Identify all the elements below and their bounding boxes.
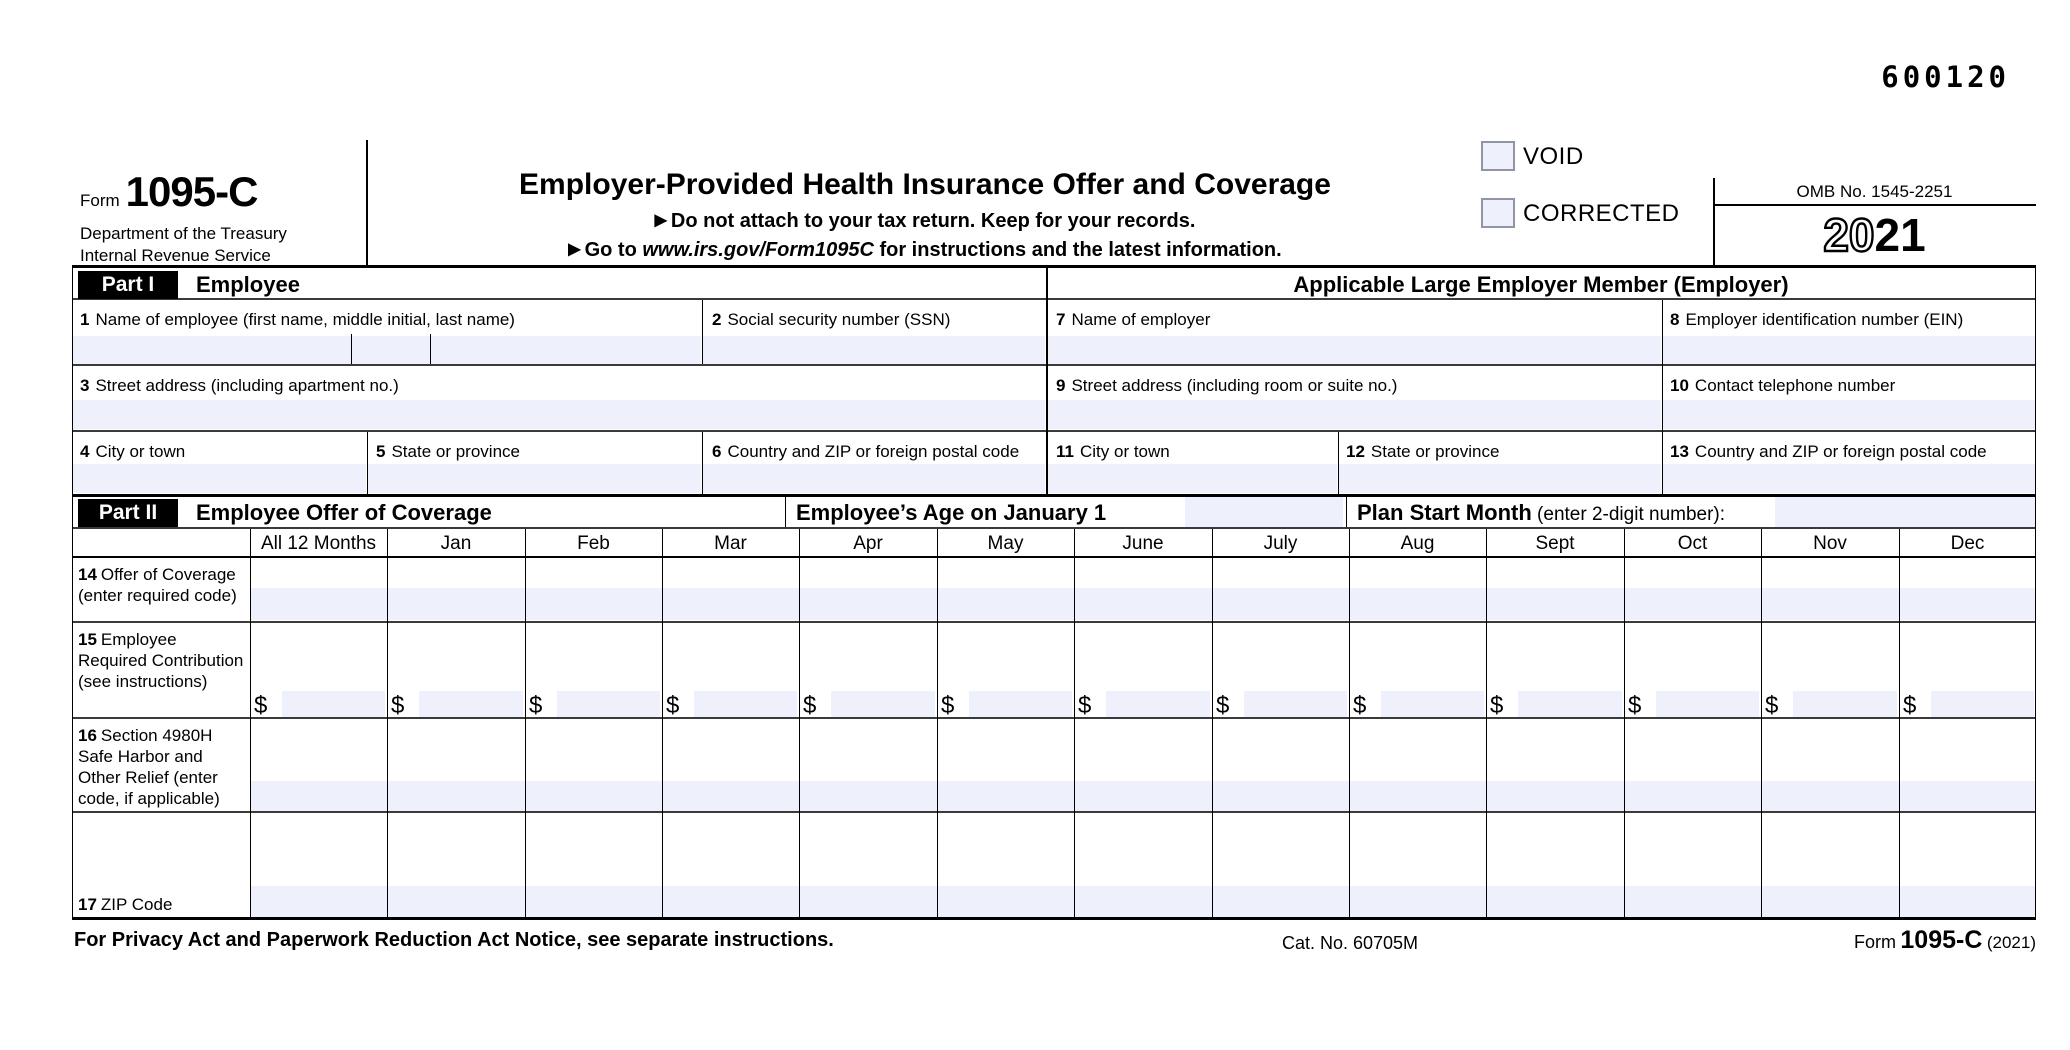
col-header-feb: Feb [577, 533, 610, 554]
plan-start-month-rest: (enter 2-digit number): [1531, 504, 1726, 525]
field-9-number: 9 [1056, 376, 1066, 395]
field-3-number: 3 [80, 376, 90, 395]
row-15-input-aug[interactable] [1381, 691, 1484, 717]
form-number-block [80, 168, 257, 216]
row-15-input-sept[interactable] [1518, 691, 1622, 717]
form-title: Employer-Provided Health Insurance Offer and Coverage [519, 168, 1331, 201]
row-divider [72, 621, 2036, 623]
row-15-label: Employee Required Contribution (see instructions) [78, 630, 244, 691]
tax-year [1713, 210, 2036, 260]
dollar-sign: $ [666, 692, 680, 719]
row-14-label: Offer of Coverage (enter required code) [78, 565, 237, 605]
print-control-code: 600120 [1881, 60, 2010, 94]
row-15-input-all-12-months[interactable] [282, 691, 385, 717]
row-15-input-mar[interactable] [694, 691, 797, 717]
agency-line-2: Internal Revenue Service [80, 246, 271, 265]
grid-line [937, 529, 938, 917]
part2-top-line [72, 494, 2036, 497]
agency-line-1: Department of the Treasury [80, 224, 287, 243]
field-5-input[interactable] [368, 464, 701, 493]
form-number: 1095-C [125, 168, 258, 215]
grid-line [702, 300, 703, 366]
col-header-may: May [987, 533, 1024, 554]
grid-line [1624, 529, 1625, 917]
field-10-number: 10 [1670, 376, 1689, 395]
void-checkbox[interactable] [1481, 141, 1515, 171]
footer-form-year: (2021) [1986, 933, 2036, 952]
field-12-label: State or province [1370, 442, 1500, 461]
field-3-label: Street address (including apartment no.) [95, 376, 399, 395]
table-bottom-line [72, 917, 2036, 920]
part1-label: Part I [78, 271, 178, 299]
field-9-label: Street address (including room or suite no.) [1071, 376, 1398, 395]
row-17-input-band[interactable] [250, 886, 2036, 917]
field-8-number: 8 [1670, 310, 1680, 329]
row-15-number: 15 [78, 630, 97, 649]
footer-form-id [1700, 926, 2036, 955]
part2-band-bottom-line [72, 527, 2036, 529]
row-15-input-feb[interactable] [557, 691, 660, 717]
field-6-number: 6 [712, 442, 722, 461]
part1-band-bottom-line [72, 298, 2036, 300]
grid-line [525, 529, 526, 917]
irs-url: www.irs.gov/Form1095C [642, 239, 874, 261]
row-15-input-may[interactable] [969, 691, 1072, 717]
instruction-line-2 [370, 239, 1480, 262]
row-15-input-oct[interactable] [1656, 691, 1759, 717]
arrow-icon: ▶ [654, 212, 667, 229]
field-4-label: City or town [95, 442, 186, 461]
year-bold: 21 [1874, 209, 1926, 261]
grid-line [1338, 432, 1339, 494]
row-divider [72, 717, 2036, 719]
field-6-label: Country and ZIP or foreign postal code [727, 442, 1020, 461]
footer-form-word: Form [1853, 932, 1896, 952]
plan-start-month-input[interactable] [1775, 497, 2035, 527]
instruction-text: Do not attach to your tax return. Keep for your records. [670, 210, 1196, 232]
field-4-number: 4 [80, 442, 90, 461]
dollar-sign: $ [941, 692, 955, 719]
field-5-number: 5 [376, 442, 386, 461]
row-15-input-dec[interactable] [1931, 691, 2034, 717]
row-15-input-apr[interactable] [831, 691, 935, 717]
col-header-all-12-months: All 12 Months [260, 533, 377, 554]
row-14-number: 14 [78, 565, 97, 584]
catalog-number: Cat. No. 60705M [1281, 933, 1419, 953]
dollar-sign: $ [529, 692, 543, 719]
field-13-label: Country and ZIP or foreign postal code [1694, 442, 1987, 461]
field-4-input[interactable] [73, 464, 366, 493]
field-7-number: 7 [1056, 310, 1066, 329]
field-11-input[interactable] [1047, 464, 1337, 493]
grid-line [799, 529, 800, 917]
col-header-nov: Nov [1813, 533, 1847, 554]
grid-line [1346, 497, 1347, 527]
goto-suffix: for instructions and the latest information. [873, 239, 1282, 261]
omb-number: OMB No. 1545-2251 [1796, 182, 1953, 201]
col-header-apr: Apr [853, 533, 883, 554]
row-15-input-jan[interactable] [419, 691, 523, 717]
instruction-line-1 [370, 210, 1480, 233]
col-header-sept: Sept [1535, 533, 1575, 554]
dollar-sign: $ [1353, 692, 1367, 719]
grid-line [250, 529, 251, 917]
arrow-icon: ▶ [568, 241, 581, 258]
name-part-divider [351, 334, 352, 366]
row-15-input-june[interactable] [1106, 691, 1210, 717]
year-outline: 20 [1823, 209, 1875, 261]
field-1-number: 1 [80, 310, 90, 329]
row-16-number: 16 [78, 726, 97, 745]
corrected-label: CORRECTED [1523, 200, 1680, 227]
grid-line [1899, 529, 1900, 917]
grid-line [1761, 529, 1762, 917]
row-divider [72, 811, 2036, 813]
plan-start-month-bold: Plan Start Month [1357, 500, 1532, 525]
row-16-label: Section 4980H Safe Harbor and Other Relief (enter code, if applicable) [78, 726, 220, 808]
col-header-jan: Jan [440, 533, 472, 554]
part1-employee-title: Employee [196, 272, 300, 297]
part1-employer-title: Applicable Large Employer Member (Employer) [1293, 272, 1789, 297]
dollar-sign: $ [254, 692, 268, 719]
field-12-number: 12 [1346, 442, 1365, 461]
field-2-number: 2 [712, 310, 722, 329]
field-6-input[interactable] [703, 464, 1045, 493]
field-11-label: City or town [1079, 442, 1170, 461]
grid-line [662, 529, 663, 917]
col-header-aug: Aug [1400, 533, 1435, 554]
dollar-sign: $ [1903, 692, 1917, 719]
goto-prefix: Go to [584, 239, 643, 261]
dollar-sign: $ [1216, 692, 1230, 719]
col-header-june: June [1122, 533, 1164, 554]
employee-age-input[interactable] [1185, 497, 1343, 527]
field-5-label: State or province [391, 442, 520, 461]
part2-label: Part II [78, 499, 178, 527]
form-right-edge [2035, 267, 2036, 917]
field-1-label: Name of employee (first name, middle initial, last name) [95, 310, 515, 329]
row-divider [72, 364, 2036, 366]
row-15-input-nov[interactable] [1793, 691, 1897, 717]
col-header-oct: Oct [1677, 533, 1708, 554]
dollar-sign: $ [1765, 692, 1779, 719]
row-17-label: ZIP Code [100, 895, 173, 914]
row-16-input-band[interactable] [250, 781, 2036, 811]
footer-form-number: 1095-C [1900, 926, 1983, 954]
field-13-input[interactable] [1663, 464, 2035, 493]
employee-age-label: Employee’s Age on January 1 [796, 500, 1107, 525]
grid-line [785, 497, 786, 527]
dollar-sign: $ [1628, 692, 1642, 719]
field-13-number: 13 [1670, 442, 1689, 461]
field-9-input[interactable] [1047, 400, 1661, 429]
void-label: VOID [1523, 143, 1584, 170]
part1-top-line [72, 265, 2036, 268]
dollar-sign: $ [1078, 692, 1092, 719]
privacy-notice: For Privacy Act and Paperwork Reduction Act Notice, see separate instructions. [74, 929, 834, 951]
field-2-label: Social security number (SSN) [727, 310, 951, 329]
field-2-input[interactable] [703, 336, 1045, 365]
header-divider [366, 140, 368, 265]
part2-title: Employee Offer of Coverage [196, 500, 492, 525]
grid-line [1662, 300, 1663, 494]
grid-line [702, 432, 703, 494]
grid-line [1212, 529, 1213, 917]
field-3-input[interactable] [73, 400, 1045, 429]
col-header-dec: Dec [1950, 533, 1985, 554]
corrected-checkbox[interactable] [1481, 198, 1515, 228]
grid-line [1349, 529, 1350, 917]
grid-line [1486, 529, 1487, 917]
dollar-sign: $ [391, 692, 405, 719]
grid-line [387, 529, 388, 917]
form-left-edge [72, 267, 73, 917]
col-header-july: July [1263, 533, 1298, 554]
field-8-input[interactable] [1663, 336, 2035, 365]
part1-center-divider [1046, 267, 1048, 494]
field-10-input[interactable] [1663, 400, 2035, 429]
row-15-input-july[interactable] [1244, 691, 1347, 717]
field-7-input[interactable] [1047, 336, 1661, 365]
field-10-label: Contact telephone number [1694, 376, 1896, 395]
dollar-sign: $ [803, 692, 817, 719]
field-12-input[interactable] [1339, 464, 1661, 493]
name-part-divider [430, 334, 431, 366]
form-word: Form [80, 191, 120, 210]
row-14-input-band[interactable] [250, 588, 2036, 620]
field-7-label: Name of employer [1071, 310, 1211, 329]
row-17-number: 17 [78, 895, 97, 914]
field-8-label: Employer identification number (EIN) [1685, 310, 1964, 329]
grid-line [1074, 529, 1075, 917]
dollar-sign: $ [1490, 692, 1504, 719]
col-header-mar: Mar [714, 533, 747, 554]
field-11-number: 11 [1056, 442, 1074, 461]
omb-underline [1713, 204, 2036, 206]
field-1-input[interactable] [73, 336, 701, 365]
plan-start-month-label [1357, 500, 1725, 526]
grid-line [367, 432, 368, 494]
